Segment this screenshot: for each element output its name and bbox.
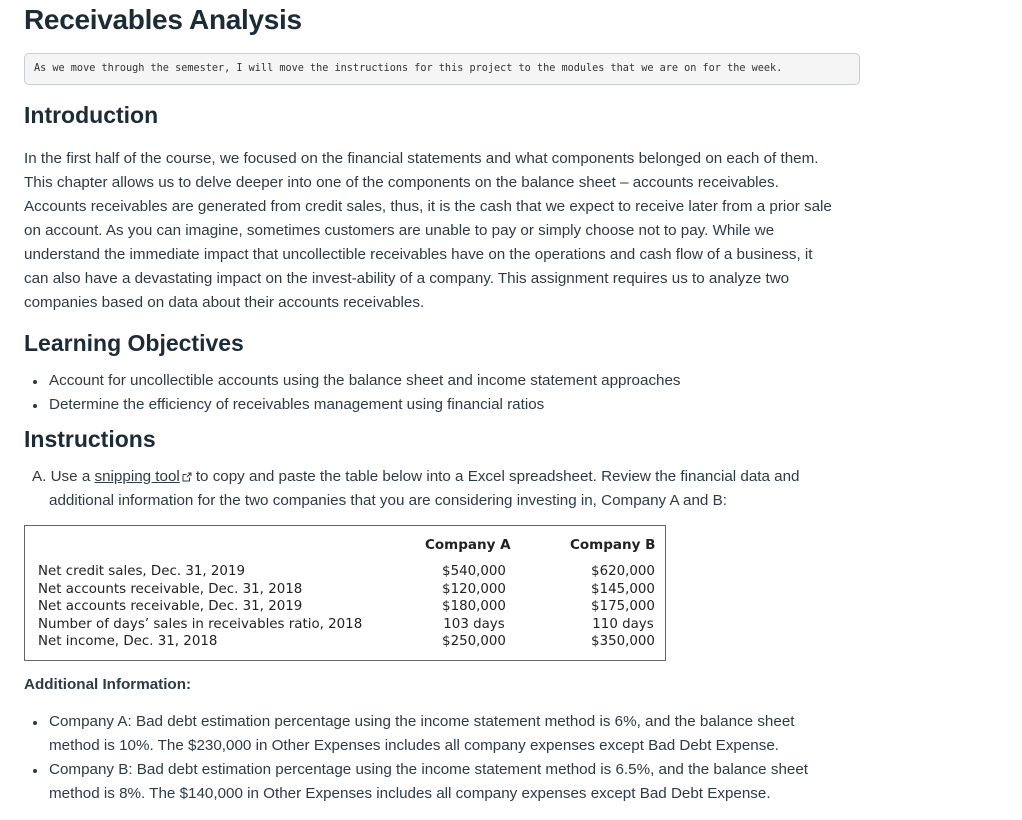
list-item — [24, 758, 808, 806]
row-label: Net accounts receivable, Dec. 31, 2019 — [38, 599, 303, 615]
company-b-value: $145,000 — [591, 581, 655, 597]
step-marker: A. — [32, 468, 47, 485]
table-row — [38, 598, 665, 616]
intro-line: understand the immediate impact that uncollectible receivables have on the operations and cash flow of a business, it — [24, 246, 813, 263]
intro-line: In the first half of the course, we focused on the financial statements and what components belonged on each of them. — [24, 150, 819, 167]
item-line: method is 10%. The $230,000 in Other Expenses includes all company expenses except Bad Debt Expense. — [49, 737, 780, 754]
intro-line: companies based on data about their accounts receivables. — [24, 294, 425, 311]
step-prefix: Use a — [50, 468, 91, 485]
additional-information-label: Additional Information: — [24, 676, 192, 693]
intro-line: This chapter allows us to delve deeper into one of the components on the balance sheet – accounts receivables. — [24, 174, 779, 191]
table-row — [38, 563, 665, 581]
column-header-company-a: Company A — [425, 537, 511, 553]
company-b-value: $175,000 — [591, 599, 655, 615]
learning-objectives-list — [24, 369, 681, 417]
company-b-value: $620,000 — [591, 564, 655, 579]
company-a-value: $540,000 — [442, 564, 506, 579]
external-link-icon[interactable] — [182, 472, 192, 482]
row-label: Number of days’ sales in receivables ratio, 2018 — [38, 616, 363, 632]
row-label: Net accounts receivable, Dec. 31, 2018 — [38, 581, 303, 597]
additional-information-list — [24, 710, 808, 806]
instruction-line-2: additional information for the two companies that you are considering investing in, Company A and B: — [49, 492, 727, 509]
snipping-tool-link[interactable]: snipping tool — [94, 468, 180, 485]
learning-objectives-heading: Learning Objectives — [24, 330, 244, 356]
company-a-value: 103 days — [443, 616, 505, 632]
item-line: Company B: Bad debt estimation percentage using the income statement method is 6.5%, and the balance sheet — [49, 761, 808, 778]
table-row — [38, 581, 665, 599]
row-label: Net credit sales, Dec. 31, 2019 — [38, 564, 245, 579]
company-a-value: $180,000 — [442, 599, 506, 615]
company-a-value: $120,000 — [442, 581, 506, 597]
intro-line: on account. As you can imagine, sometimes customers are unable to pay or simply choose not to pay. While we — [24, 222, 775, 239]
row-label: Net income, Dec. 31, 2018 — [38, 634, 218, 650]
financial-data-table — [24, 525, 666, 661]
company-a-value: $250,000 — [442, 634, 506, 650]
intro-line: can also have a devastating impact on the invest-ability of a company. This assignment requires us to analyze two — [24, 270, 790, 287]
step-suffix: to copy and paste the table below into a Excel spreadsheet. Review the financial data and — [195, 468, 800, 485]
instructions-heading: Instructions — [24, 426, 156, 452]
introduction-paragraph — [24, 147, 869, 315]
item-line: method is 8%. The $140,000 in Other Expenses includes all company expenses except Bad Debt Expense. — [49, 785, 771, 802]
list-item: Account for uncollectible accounts using the balance sheet and income statement approaches — [24, 369, 681, 393]
intro-line: Accounts receivables are generated from credit sales, thus, it is the cash that we expect to receive later from a prior sale — [24, 198, 832, 215]
introduction-heading: Introduction — [24, 102, 159, 128]
instruction-step-a — [32, 465, 872, 513]
table-row — [38, 633, 665, 651]
table-row — [38, 616, 665, 634]
list-item: Determine the efficiency of receivables management using financial ratios — [24, 393, 681, 417]
list-item — [24, 710, 808, 758]
preformatted-note: As we move through the semester, I will move the instructions for this project to the modules that we are on for the week. — [24, 53, 860, 85]
page-title: Receivables Analysis — [24, 4, 302, 35]
company-b-value: 110 days — [592, 616, 654, 632]
column-header-company-b: Company B — [570, 537, 656, 553]
instruction-line-1 — [32, 465, 872, 489]
company-b-value: $350,000 — [591, 634, 655, 650]
item-line: Company A: Bad debt estimation percentage using the income statement method is 6%, and the balance sheet — [49, 713, 795, 730]
